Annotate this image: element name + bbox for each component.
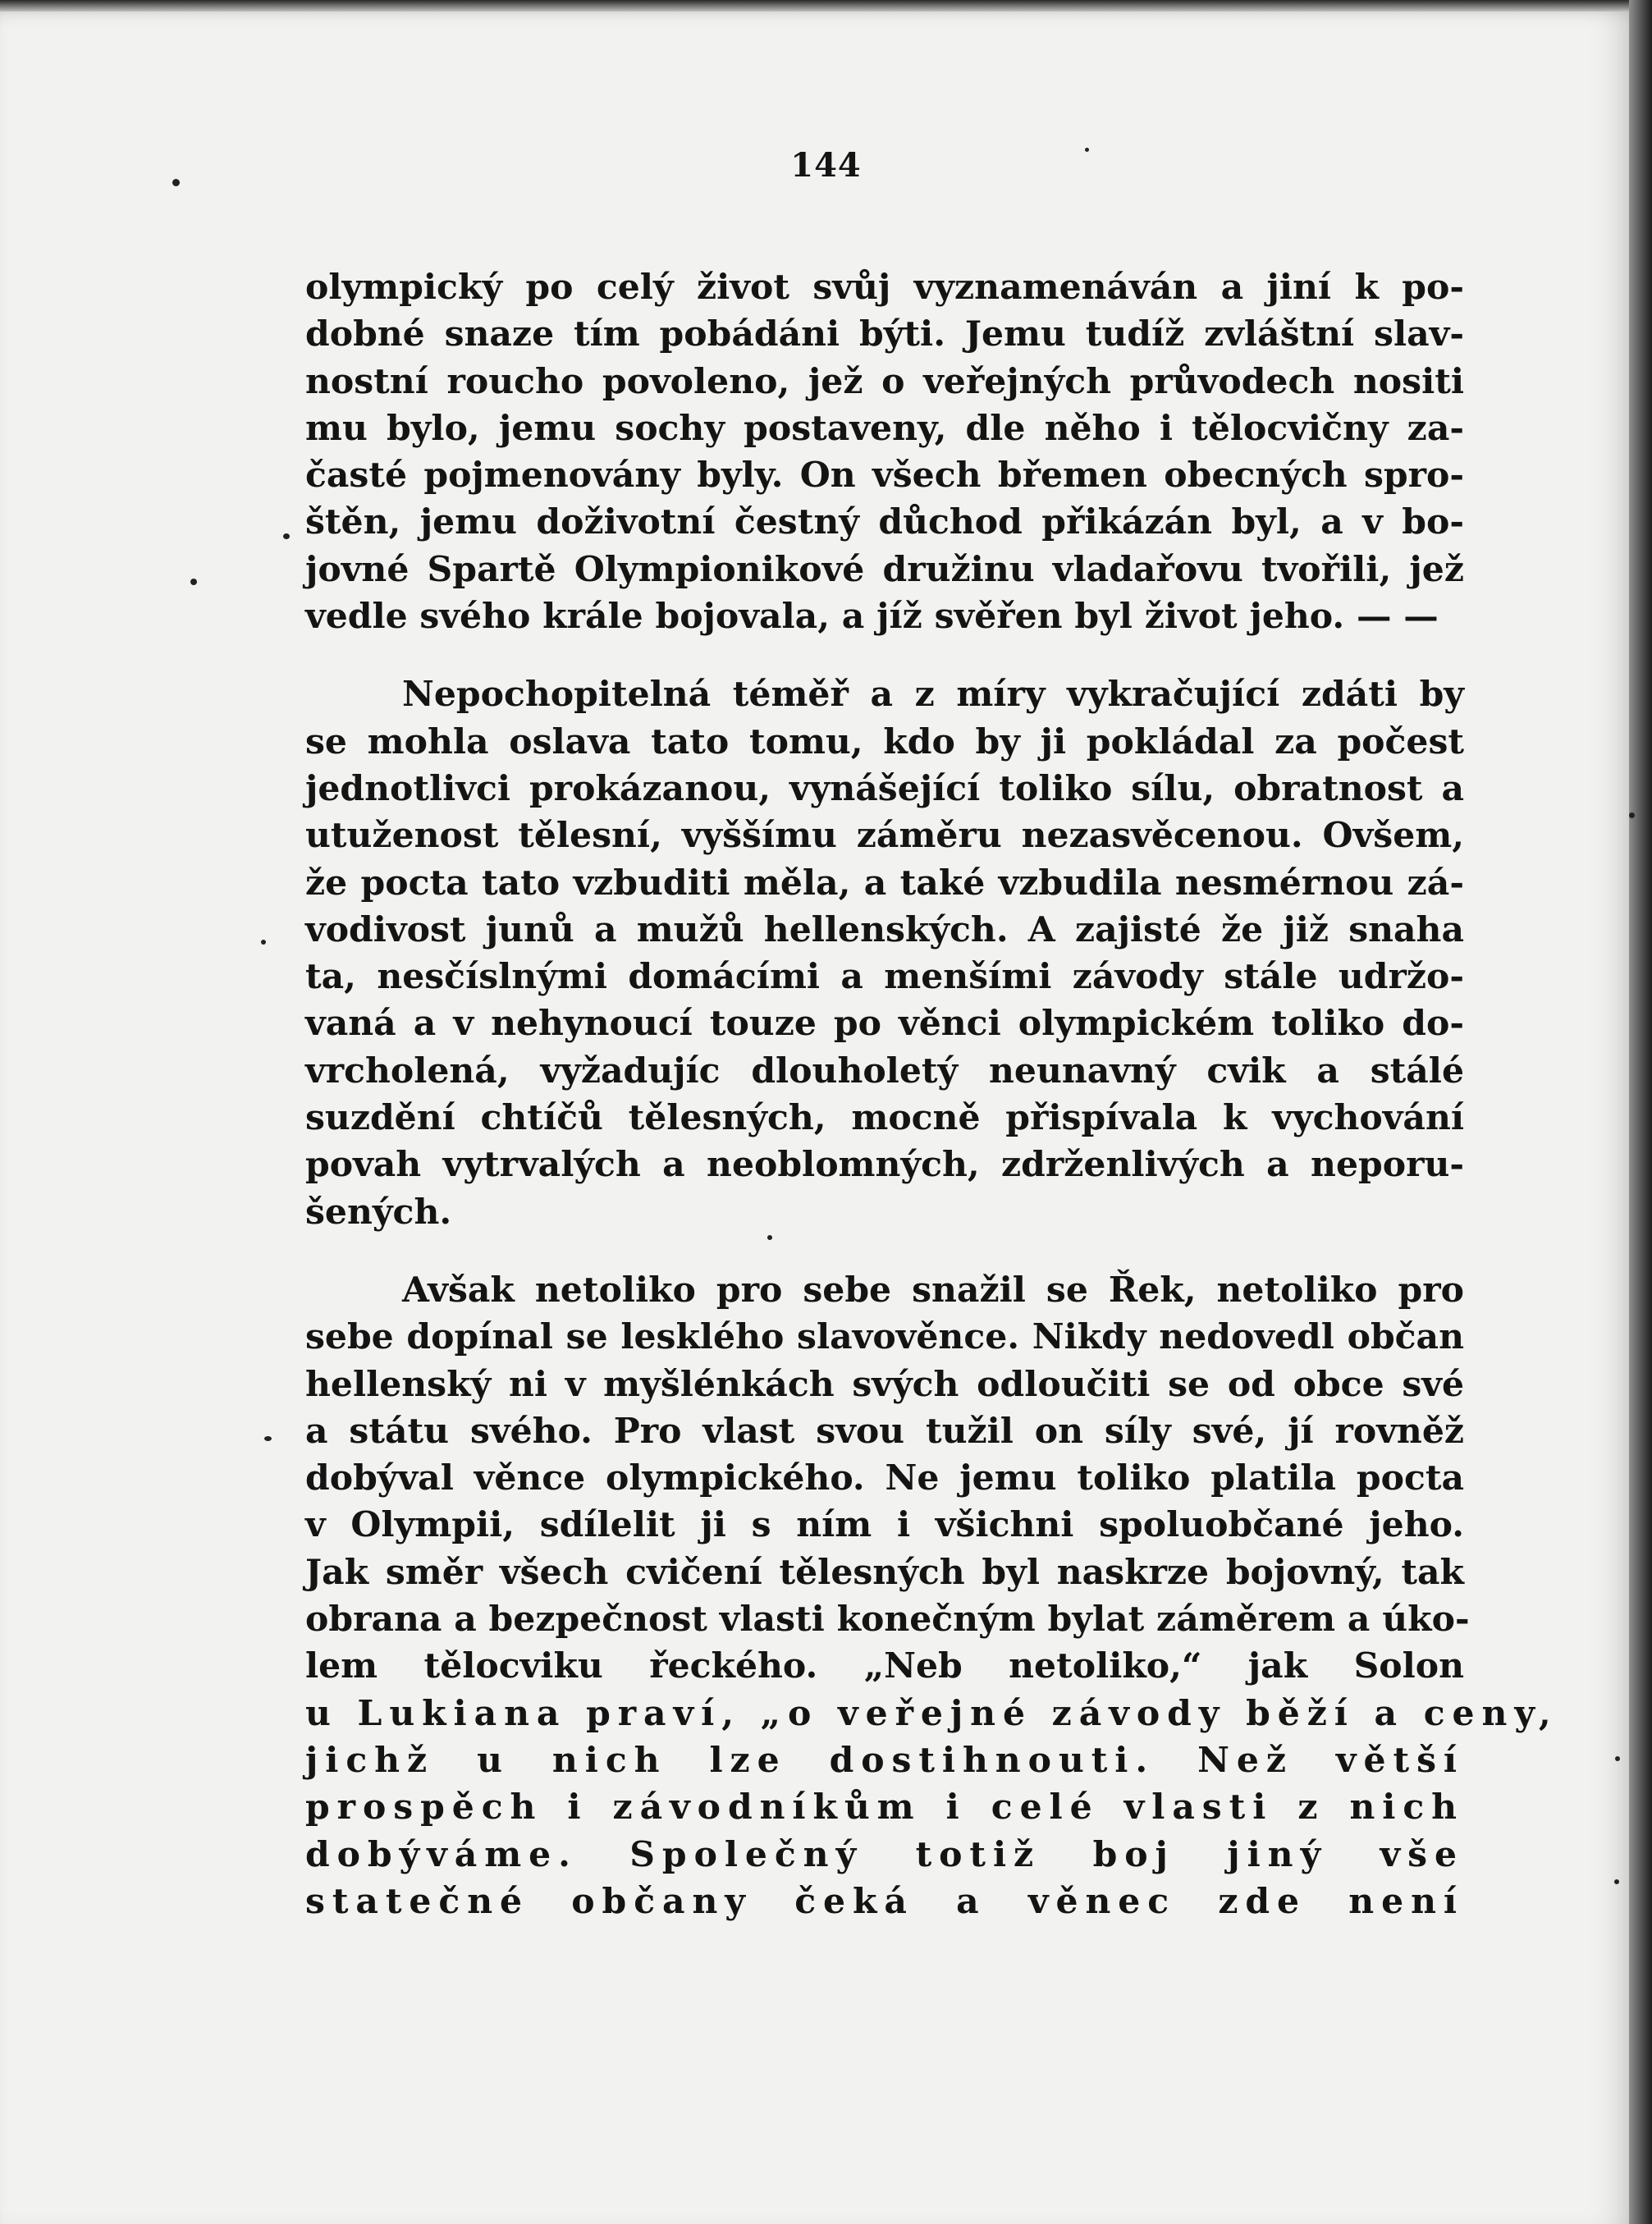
text-line: jednotlivci prokázanou, vynášející toliko sílu, obratnost a	[305, 767, 1464, 809]
text-line: dobýval věnce olympického. Ne jemu toliko platila pocta	[305, 1457, 1464, 1499]
text-line: sebe dopínal se lesklého slavověnce. Nikdy nedovedl občan	[305, 1316, 1464, 1358]
text-line: mu bylo, jemu sochy postaveny, dle něho i tělocvičny za-	[305, 407, 1464, 449]
text-line: ta, nesčíslnými domácími a menšími závody stále udržo-	[305, 956, 1464, 998]
text-line: Avšak netoliko pro sebe snažil se Řek, netoliko pro	[402, 1269, 1464, 1311]
text-line: lem tělocviku řeckého. „Neb netoliko,“ jak Solon	[305, 1645, 1464, 1687]
text-line-spaced: dobýváme. Společný totiž boj jiný vše	[305, 1833, 1464, 1875]
text-line: v Olympii, sdílelit ji s ním i všichni spoluobčané jeho.	[305, 1504, 1464, 1546]
scan-speck	[261, 940, 266, 945]
page-binding-edge	[1629, 0, 1652, 2224]
scan-speck	[283, 533, 290, 539]
text-line-spaced: u Lukiana praví, „o veřejné závody běží a ceny,	[305, 1692, 1558, 1734]
text-line: časté pojmenovány byly. On všech břemen obecných spro-	[305, 455, 1464, 497]
text-line: Nepochopitelná téměř a z míry vykračující zdáti by	[402, 674, 1464, 716]
text-line: že pocta tato vzbuditi měla, a také vzbudila nesmérnou zá-	[305, 862, 1464, 904]
text-line: se mohla oslava tato tomu, kdo by ji pokládal za počest	[305, 721, 1464, 762]
scan-speck	[190, 579, 197, 585]
text-line: Jak směr všech cvičení tělesných byl naskrze bojovný, tak	[305, 1551, 1464, 1593]
paragraph-3	[305, 1267, 1558, 1925]
text-line: vrcholená, vyžadujíc dlouholetý neunavný cvik a stálé	[305, 1050, 1464, 1091]
scan-speck	[1614, 1879, 1619, 1884]
text-line: obrana a bezpečnost vlasti konečným bylat záměrem a úko-	[305, 1599, 1470, 1641]
body-text	[305, 264, 1558, 1925]
paragraph-2	[305, 671, 1464, 1236]
text-line: olympický po celý život svůj vyznamenáván a jiní k po-	[305, 267, 1464, 308]
text-line: jovné Spartě Olympionikové družinu vladařovu tvořili, jež	[305, 548, 1464, 590]
scan-speck	[1629, 812, 1635, 818]
text-line: suzdění chtíčů tělesných, mocně přispívala k vychování	[305, 1097, 1464, 1139]
text-line: šených.	[305, 1191, 452, 1233]
text-line-spaced: prospěch i závodníkům i celé vlasti z nich	[305, 1787, 1464, 1828]
text-line: vodivost junů a mužů hellenských. A zajisté že již snaha	[305, 908, 1464, 950]
page-top-edge	[0, 0, 1652, 11]
text-line: dobné snaze tím pobádáni býti. Jemu tudíž zvláštní slav-	[305, 313, 1464, 355]
text-line: utuženost tělesní, vyššímu záměru nezasvěcenou. Ovšem,	[305, 815, 1464, 857]
text-line: a státu svého. Pro vlast svou tužil on síly své, jí rovněž	[305, 1410, 1464, 1452]
text-line-spaced: jichž u nich lze dostihnouti. Než větší	[305, 1739, 1464, 1781]
page-number: 144	[790, 146, 862, 185]
paragraph-1	[305, 264, 1464, 640]
scan-speck	[264, 1436, 272, 1441]
text-line: povah vytrvalých a neoblomných, zdrženlivých a neporu-	[305, 1144, 1464, 1186]
text-line: vaná a v nehynoucí touze po věnci olympickém toliko do-	[305, 1003, 1464, 1045]
scan-speck	[172, 179, 180, 186]
scan-speck	[1085, 148, 1089, 152]
text-line-spaced: statečné občany čeká a věnec zde není	[305, 1880, 1464, 1922]
text-line: hellenský ni v myšlénkách svých odloučiti se od obce své	[305, 1363, 1464, 1405]
text-line: nostní roucho povoleno, jež o veřejných průvodech nositi	[305, 360, 1464, 402]
text-line: vedle svého krále bojovala, a jíž svěřen byl život jeho. — —	[305, 596, 1439, 638]
text-line: štěn, jemu doživotní čestný důchod přikázán byl, a v bo-	[305, 501, 1464, 543]
scan-speck	[767, 1235, 772, 1240]
scan-speck	[1615, 1756, 1620, 1761]
